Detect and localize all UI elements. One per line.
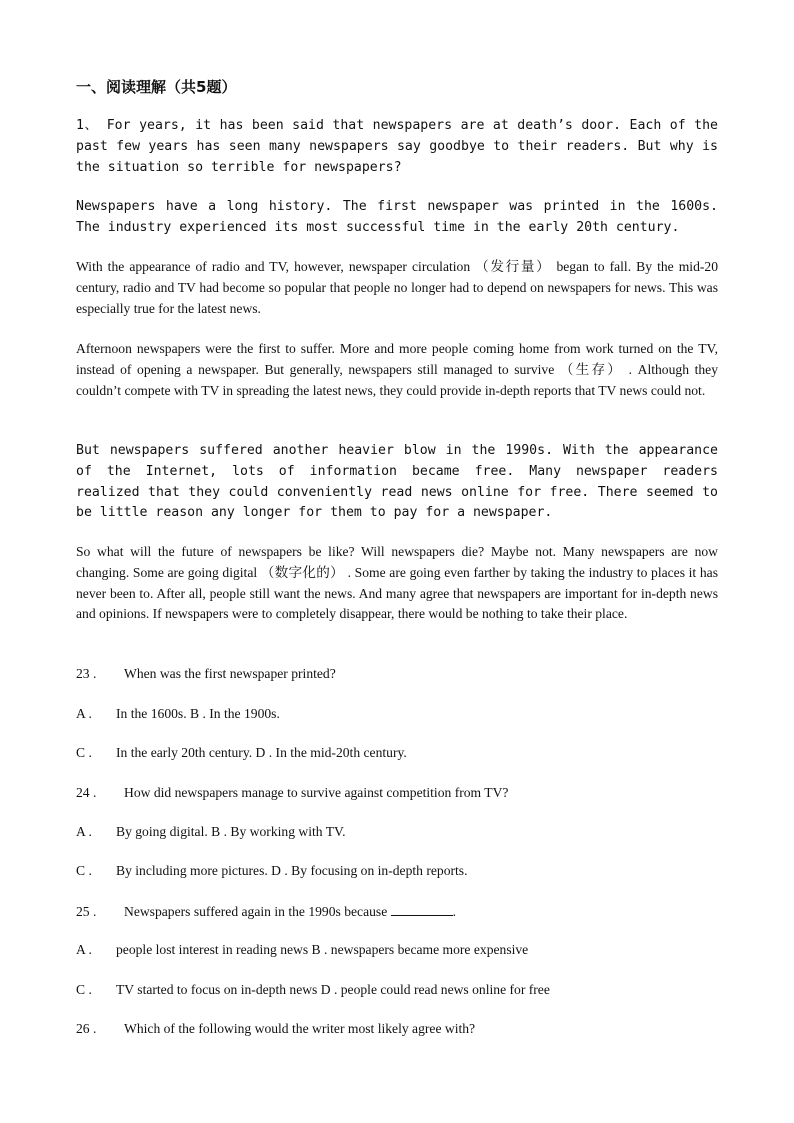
question-stem-end: . bbox=[452, 904, 457, 919]
option-text[interactable]: TV started to focus on in-depth news D . people could read news online for free bbox=[116, 982, 550, 997]
question-stem: Which of the following would the writer most likely agree with? bbox=[124, 1021, 476, 1036]
passage-paragraph-1: 1、 For years, it has been said that newspapers are at death’s door. Each of the past few years has seen many newspapers say goodbye to their readers. But why is the situation so terrible for newspapers? bbox=[76, 118, 718, 175]
question-stem: When was the first newspaper printed? bbox=[124, 666, 336, 681]
option-text[interactable]: By going digital. B . By working with TV. bbox=[116, 824, 346, 839]
question-24 bbox=[76, 785, 508, 801]
passage-paragraph-2: Newspapers have a long history. The first newspaper was printed in the 1600s. The industry experienced its most successful time in the early 20th century. bbox=[76, 199, 718, 235]
option-text[interactable]: In the early 20th century. D . In the mid-20th century. bbox=[116, 745, 407, 760]
option-label: C . bbox=[76, 745, 92, 760]
question-26 bbox=[76, 1021, 475, 1037]
option-text[interactable]: In the 1600s. B . In the 1900s. bbox=[116, 706, 280, 721]
passage-paragraph-5: But newspapers suffered another heavier blow in the 1990s. With the appearance of the Internet, lots of information became free. Many newspaper readers realized that they could conveniently read news online for free. There seemed to be little reason any longer for them to pay for a newspaper. bbox=[76, 443, 718, 521]
question-25-options-ab bbox=[76, 942, 528, 958]
option-label: A . bbox=[76, 824, 92, 839]
question-number: 25 . bbox=[76, 904, 97, 919]
question-number: 23 . bbox=[76, 666, 97, 681]
question-number: 26 . bbox=[76, 1021, 97, 1036]
option-label: A . bbox=[76, 706, 92, 721]
option-label: A . bbox=[76, 942, 92, 957]
question-stem: How did newspapers manage to survive against competition from TV? bbox=[124, 785, 509, 800]
question-number: 24 . bbox=[76, 785, 97, 800]
question-23 bbox=[76, 666, 336, 682]
option-label: C . bbox=[76, 982, 92, 997]
passage-paragraph-6: So what will the future of newspapers be like? Will newspapers die? Maybe not. Many newspapers are now changing. Some are going digital （数字化的） . Some are going even farther by taking the industry to places it has never been to. After all, people still want the news. And many agree that newspapers are important for in-depth news and opinions. If newspapers were to completely disappear, there would be nothing to take their place. bbox=[76, 544, 718, 622]
section-title: 一、阅读理解（共5题） bbox=[76, 78, 237, 96]
answer-blank[interactable] bbox=[391, 903, 453, 916]
option-text[interactable]: people lost interest in reading news B . newspapers became more expensive bbox=[116, 942, 529, 957]
question-24-options-ab bbox=[76, 824, 345, 840]
passage-paragraph-4: Afternoon newspapers were the first to suffer. More and more people coming home from work turned on the TV, instead of opening a newspaper. But generally, newspapers still managed to survive （生存） . Although they couldn’t compete with TV in spreading the latest news, they could provide in-depth reports that TV news could not. bbox=[76, 341, 718, 398]
question-25 bbox=[76, 903, 456, 920]
question-24-options-cd bbox=[76, 863, 468, 879]
option-text[interactable]: By including more pictures. D . By focusing on in-depth reports. bbox=[116, 863, 468, 878]
question-25-options-cd bbox=[76, 982, 550, 998]
passage-paragraph-3: With the appearance of radio and TV, however, newspaper circulation （发行量） began to fall. By the mid-20 century, radio and TV had become so popular that people no longer had to depend on newspapers for news. This was especially true for the latest news. bbox=[76, 259, 718, 316]
question-23-options-cd bbox=[76, 745, 407, 761]
option-label: C . bbox=[76, 863, 92, 878]
question-23-options-ab bbox=[76, 706, 280, 722]
question-stem: Newspapers suffered again in the 1990s because bbox=[124, 904, 388, 919]
